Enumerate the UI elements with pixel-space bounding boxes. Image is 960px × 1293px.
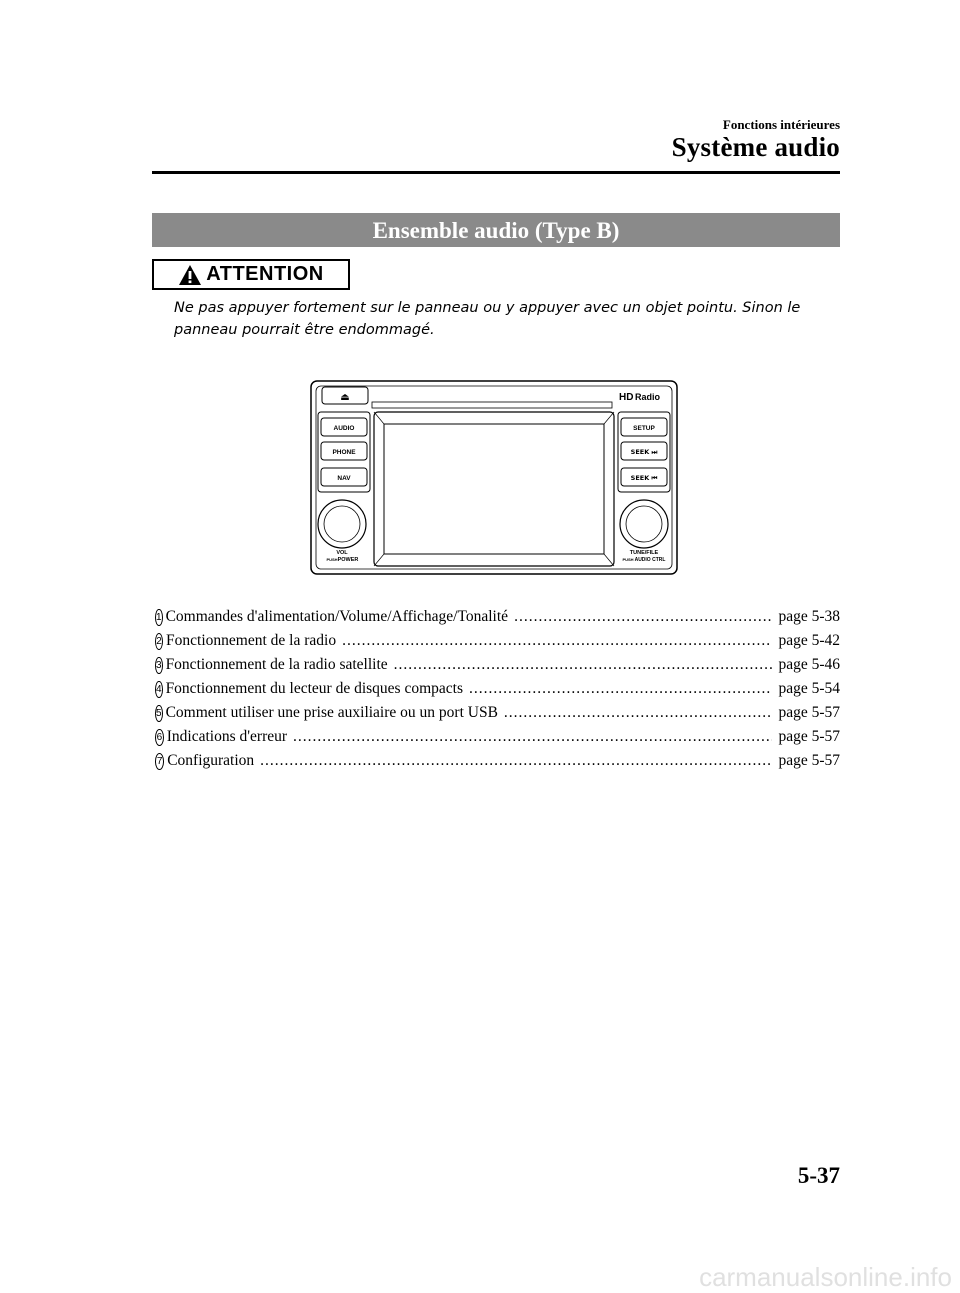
toc-label: Comment utiliser une prise auxiliaire ou un port USB — [165, 704, 498, 721]
volume-knob-sub-label: POWER — [337, 557, 359, 563]
toc-number: 3 — [155, 657, 163, 674]
warning-icon — [178, 264, 202, 286]
toc-page: page 5-57 — [778, 752, 840, 769]
audio-button-label: AUDIO — [333, 425, 355, 432]
tune-knob-push-label: PUSH — [622, 557, 634, 562]
radio-brand: Radio — [635, 392, 661, 402]
toc-number: 6 — [155, 729, 164, 746]
toc-label: Fonctionnement de la radio — [166, 632, 337, 649]
toc-dots — [514, 608, 772, 626]
list-item — [155, 608, 840, 632]
nav-button-label: NAV — [337, 475, 351, 482]
section-title: Ensemble audio (Type B) — [372, 218, 620, 243]
hd-logo-icon: HD — [619, 392, 634, 403]
toc-dots — [394, 656, 773, 674]
chapter-label: Fonctions intérieures — [722, 117, 840, 132]
audio-unit-illustration — [310, 380, 678, 575]
toc-number: 1 — [155, 609, 163, 626]
toc-page: page 5-57 — [778, 704, 840, 721]
eject-icon: ⏏ — [340, 392, 350, 403]
watermark-text: carmanualsonline.info — [699, 1262, 952, 1292]
volume-knob-push-label: PUSH — [326, 557, 338, 562]
toc-label: Commandes d'alimentation/Volume/Affichage/Tonalité — [165, 608, 509, 625]
toc-page: page 5-54 — [778, 680, 840, 697]
toc-list — [155, 608, 840, 776]
toc-label: Indications d'erreur — [166, 728, 288, 745]
toc-page: page 5-42 — [778, 632, 840, 649]
page-title: Système audio — [671, 132, 840, 162]
toc-number: 4 — [155, 681, 163, 698]
toc-label: Fonctionnement du lecteur de disques compacts — [165, 680, 463, 697]
section-title-bar — [152, 213, 840, 247]
toc-number: 7 — [155, 753, 164, 770]
attention-text: Ne pas appuyer fortement sur le panneau ou y appuyer avec un objet pointu. Sinon le panneau pourrait être endommagé. — [174, 300, 801, 338]
header-rule — [152, 171, 840, 174]
toc-dots — [342, 632, 772, 650]
list-item — [155, 704, 840, 728]
tune-knob-label: TUNE/FILE — [629, 550, 659, 556]
seek-next-button-label: SEEK ⏭ — [630, 448, 658, 456]
tune-knob-sub-label: AUDIO CTRL — [634, 557, 666, 563]
toc-page: page 5-38 — [778, 608, 840, 625]
setup-button-label: SETUP — [633, 425, 655, 432]
toc-dots — [469, 680, 772, 698]
list-item — [155, 632, 840, 656]
toc-label: Fonctionnement de la radio satellite — [165, 656, 388, 673]
list-item — [155, 728, 840, 752]
volume-knob-label: VOL — [336, 550, 348, 556]
toc-page: page 5-46 — [778, 656, 840, 673]
list-item — [155, 680, 840, 704]
toc-number: 5 — [155, 705, 163, 722]
attention-label: ATTENTION — [206, 263, 324, 285]
page-number: 5-37 — [797, 1163, 840, 1188]
toc-dots — [260, 752, 772, 770]
list-item — [155, 656, 840, 680]
toc-number: 2 — [155, 633, 163, 650]
toc-dots — [293, 728, 772, 746]
toc-dots — [504, 704, 773, 722]
list-item — [155, 752, 840, 776]
toc-label: Configuration — [167, 752, 255, 769]
seek-prev-button-label: SEEK ⏮ — [630, 474, 658, 482]
attention-box — [152, 259, 350, 290]
phone-button-label: PHONE — [332, 449, 356, 456]
toc-page: page 5-57 — [778, 728, 840, 745]
